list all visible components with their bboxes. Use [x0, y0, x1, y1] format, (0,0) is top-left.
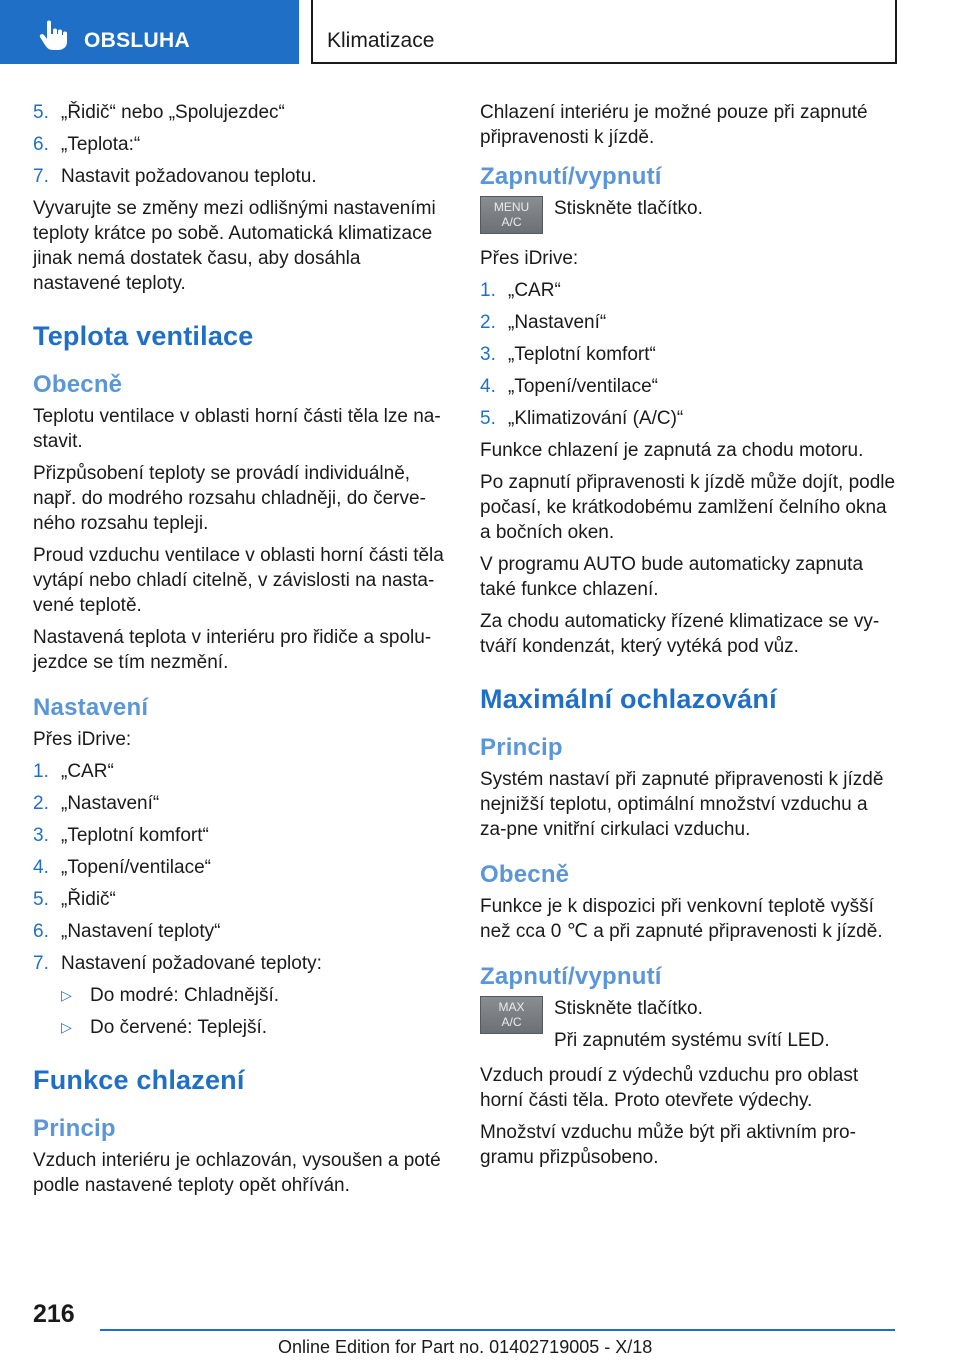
- list-text: „Řidič“: [61, 889, 116, 910]
- subheading-princip: Princip: [33, 1115, 116, 1142]
- list-text: „CAR“: [61, 761, 114, 782]
- triangle-bullet-icon: ▷: [61, 987, 72, 1003]
- page-number: 216: [33, 1300, 75, 1328]
- list-number: 6.: [33, 921, 49, 942]
- list-number: 1.: [33, 761, 49, 782]
- max-ac-key-icon: [480, 996, 543, 1034]
- subheading-obecne: Obecně: [480, 861, 570, 888]
- button-instruction: [554, 196, 898, 221]
- list-text: „Topení/ventilace“: [61, 857, 211, 878]
- list-item: [33, 823, 451, 848]
- hand-pointer-icon: [36, 18, 70, 52]
- heading-funkce-chlazeni: Funkce chlazení: [33, 1065, 245, 1095]
- paragraph: Přes iDrive:: [480, 248, 579, 269]
- list-item: [33, 887, 451, 912]
- list-item: [33, 164, 451, 189]
- list-number: 4.: [33, 857, 49, 878]
- nastaveni-steps-list: [33, 759, 451, 976]
- list-item: [480, 342, 898, 367]
- paragraph: Systém nastaví při zapnuté připravenosti k jízdě nejnižší teplotu, optimální množství vzduchu a za-pne vnitřní cirkulaci vzduchu.: [480, 769, 884, 840]
- paragraph: Funkce je k dispozici při venkovní teplotě vyšší než cca 0 ℃ a při zapnuté připravenosti k jízdě.: [480, 896, 883, 942]
- idrive-steps-list: [480, 278, 898, 431]
- subheading-obecne: Obecně: [33, 371, 123, 398]
- paragraph: Vzduch interiéru je ochlazován, vysoušen a poté podle nastavené teploty opět ohříván.: [33, 1150, 441, 1196]
- list-text: „Nastavení teploty“: [61, 921, 221, 942]
- paragraph: Při zapnutém systému svítí LED.: [554, 1030, 830, 1051]
- list-item: [33, 759, 451, 784]
- paragraph: Přes iDrive:: [33, 729, 132, 750]
- menu-ac-button-row: [480, 196, 898, 236]
- list-item: [480, 406, 898, 431]
- list-number: 7.: [33, 166, 49, 187]
- edition-text: Online Edition for Part no. 01402719005 - X/18: [278, 1337, 653, 1357]
- list-item: [33, 791, 451, 816]
- right-column: [480, 100, 898, 1177]
- list-item: [480, 374, 898, 399]
- paragraph: Po zapnutí připravenosti k jízdě může dojít, podle počasí, ke krátkodobému zamlžení čelního okna a bočních oken.: [480, 472, 896, 543]
- list-text: „Řidič“ nebo „Spolujezdec“: [61, 102, 285, 123]
- paragraph: Funkce chlazení je zapnutá za chodu motoru.: [480, 440, 864, 461]
- list-item: [33, 919, 451, 944]
- triangle-bullet-icon: ▷: [61, 1019, 72, 1035]
- paragraph: Množství vzduchu může být při aktivním pro-gramu přizpůsobeno.: [480, 1122, 856, 1168]
- paragraph: Vzduch proudí z výdechů vzduchu pro oblast horní části těla. Proto otevřete výdechy.: [480, 1065, 859, 1111]
- list-item: [33, 855, 451, 880]
- list-number: 3.: [33, 825, 49, 846]
- steps-list-top: [33, 100, 451, 189]
- list-number: 1.: [480, 280, 496, 301]
- list-item: [480, 278, 898, 303]
- paragraph: Chlazení interiéru je možné pouze při zapnuté připravenosti k jízdě.: [480, 102, 868, 148]
- list-number: 3.: [480, 344, 496, 365]
- list-text: Nastavení požadované teploty:: [61, 953, 322, 974]
- menu-ac-key-icon: [480, 196, 543, 234]
- paragraph: Teplotu ventilace v oblasti horní části těla lze na-stavit.: [33, 406, 441, 452]
- paragraph: Nastavená teplota v interiéru pro řidiče a spolu-jezdce se tím nezmění.: [33, 627, 432, 673]
- subheading-zapnuti-vypnuti-2: Zapnutí/vypnutí: [480, 963, 662, 990]
- list-text: Nastavit požadovanou teplotu.: [61, 166, 317, 187]
- section-tab-obsluha: [0, 0, 299, 64]
- subheading-princip: Princip: [480, 734, 563, 761]
- footer-divider: [100, 1329, 895, 1331]
- paragraph: Proud vzduchu ventilace v oblasti horní části těla vytápí nebo chladí citelně, v závislosti na nasta-vené teplotě.: [33, 545, 444, 616]
- list-text: „Nastavení“: [508, 312, 607, 333]
- key-label: A/C: [501, 215, 522, 229]
- list-text: „Nastavení“: [61, 793, 160, 814]
- button-instruction: [554, 996, 898, 1053]
- list-number: 5.: [480, 408, 496, 429]
- sub-list-item: [33, 983, 451, 1008]
- list-item: [33, 951, 451, 976]
- temperature-sub-list: [33, 983, 451, 1040]
- list-item: [33, 100, 451, 125]
- list-number: 5.: [33, 889, 49, 910]
- list-text: „CAR“: [508, 280, 561, 301]
- subheading-nastaveni: Nastavení: [33, 694, 149, 721]
- paragraph: Přizpůsobení teploty se provádí individuálně, např. do modrého rozsahu chladněji, do červe-ného rozsahu tepleji.: [33, 463, 426, 534]
- section-tab-label: OBSLUHA: [84, 29, 190, 52]
- key-label: A/C: [501, 1015, 522, 1029]
- list-text: „Teplotní komfort“: [61, 825, 209, 846]
- list-item: [33, 132, 451, 157]
- paragraph: Stiskněte tlačítko.: [554, 998, 703, 1019]
- max-ac-button-row: [480, 996, 898, 1053]
- sub-list-text: Do červené: Teplejší.: [90, 1017, 268, 1038]
- key-label: MAX: [498, 1000, 525, 1014]
- chapter-tab-klimatizace: [311, 0, 897, 64]
- list-text: „Teplota:“: [61, 134, 141, 155]
- list-text: „Topení/ventilace“: [508, 376, 658, 397]
- paragraph: Stiskněte tlačítko.: [554, 198, 703, 219]
- list-number: 7.: [33, 953, 49, 974]
- list-number: 6.: [33, 134, 49, 155]
- heading-teplota-ventilace: Teplota ventilace: [33, 321, 254, 351]
- heading-maximalni-ochlazovani: Maximální ochlazování: [480, 684, 777, 714]
- sub-list-text: Do modré: Chladnější.: [90, 985, 280, 1006]
- paragraph: V programu AUTO bude automaticky zapnuta také funkce chlazení.: [480, 554, 864, 600]
- subheading-zapnuti-vypnuti: Zapnutí/vypnutí: [480, 163, 662, 190]
- key-label: MENU: [493, 200, 530, 214]
- list-number: 2.: [33, 793, 49, 814]
- paragraph: Vyvarujte se změny mezi odlišnými nastaveními teploty krátce po sobě. Automatická klimatizace jinak nemá dostatek času, aby dosáhla nastavené teploty.: [33, 198, 436, 294]
- left-column: [33, 100, 451, 1205]
- paragraph: Za chodu automaticky řízené klimatizace se vy-tváří kondenzát, který vytéká pod vůz.: [480, 611, 880, 657]
- list-number: 5.: [33, 102, 49, 123]
- sub-list-item: [33, 1015, 451, 1040]
- list-text: „Klimatizování (A/C)“: [508, 408, 684, 429]
- list-item: [480, 310, 898, 335]
- page-header: [0, 0, 960, 66]
- chapter-tab-label: Klimatizace: [327, 29, 435, 52]
- list-text: „Teplotní komfort“: [508, 344, 656, 365]
- list-number: 2.: [480, 312, 496, 333]
- list-number: 4.: [480, 376, 496, 397]
